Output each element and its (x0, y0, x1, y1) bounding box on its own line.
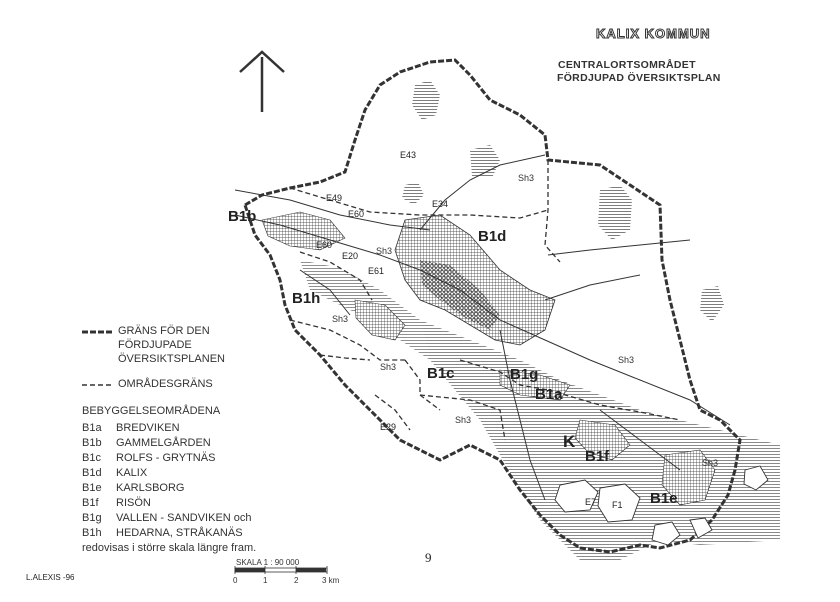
map-label-e34: E34 (432, 199, 449, 209)
map-label-b1a: B1a (535, 386, 563, 403)
map-label-sh3: Sh3 (702, 458, 719, 468)
lake-north (412, 80, 440, 120)
map-label-e20: E20 (342, 251, 359, 261)
lake-west (402, 182, 424, 205)
legend-area-name: VALLEN - SANDVIKEN och (116, 512, 252, 524)
legend-area-code: B1f (82, 497, 99, 509)
scale-bar (235, 566, 327, 574)
legend-area-code: B1b (82, 437, 102, 449)
map-label-sh3: Sh3 (376, 246, 393, 256)
map-label-b1h: B1h (292, 290, 321, 307)
legend-plan-boundary-line3: ÖVERSIKTSPLANEN (118, 353, 225, 365)
legend-plan-boundary-line2: FÖRDJUPADE (118, 339, 192, 351)
scale-tick: 0 (233, 576, 238, 585)
map-label-b1e: B1e (650, 490, 678, 507)
map-title: KALIX KOMMUN (596, 26, 711, 41)
scale-tick: 1 (263, 576, 268, 585)
legend-area-code: B1c (82, 452, 101, 464)
legend-footnote: redovisas i större skala längre fram. (82, 542, 257, 554)
town-gammelgarden (262, 212, 345, 250)
map-label-k: K (563, 432, 576, 451)
legend-area-name: KARLSBORG (116, 482, 185, 494)
legend-area-name: HEDARNA, STRÅKANÄS (116, 527, 243, 539)
map-label-sh3: Sh3 (455, 415, 472, 425)
map-label-f1: F1 (612, 500, 623, 510)
legend-area-name: ROLFS - GRYTNÄS (116, 452, 216, 464)
map-label-sh3: Sh3 (380, 362, 397, 372)
author-credit: L.ALEXIS -96 (26, 573, 75, 582)
lake-far-east (700, 286, 724, 322)
legend-area-boundary: OMRÅDESGRÄNS (118, 378, 213, 390)
map-label-sh3: Sh3 (332, 314, 349, 324)
map-label-sh3: Sh3 (518, 173, 535, 183)
map-label-b1d: B1d (478, 228, 507, 245)
map-label-e61: E61 (368, 266, 385, 276)
map-label-e29: E29 (380, 422, 397, 432)
scale-label: SKALA 1 : 90 000 (236, 558, 300, 567)
legend-area-name: BREDVIKEN (116, 422, 180, 434)
map-label-e60b: E60 (316, 240, 333, 250)
north-arrow-icon (240, 52, 284, 112)
scale-tick: 3 km (322, 576, 340, 585)
legend-areas-heading: BEBYGGELSEOMRÅDENA (82, 405, 221, 417)
lake-east (598, 185, 632, 240)
legend-area-name: RISÖN (116, 497, 151, 509)
legend-area-code: B1a (82, 422, 102, 434)
map-label-e43: E43 (400, 150, 417, 160)
map-label-e7: E7 (585, 497, 597, 507)
map-label-b1f: B1f (585, 448, 610, 465)
map-label-e60a: E60 (348, 209, 365, 219)
map-label-b1b: B1b (228, 208, 257, 225)
legend-plan-boundary-line1: GRÄNS FÖR DEN (118, 325, 210, 337)
map-label-e49: E49 (326, 193, 343, 203)
map-label-b1c: B1c (427, 365, 455, 382)
map-subtitle-2: FÖRDJUPAD ÖVERSIKTSPLAN (557, 72, 721, 84)
legend-area-name: KALIX (116, 467, 148, 479)
map-label-sh3: Sh3 (618, 355, 635, 365)
scale-tick: 2 (294, 576, 299, 585)
legend-area-code: B1e (82, 482, 102, 494)
legend-area-name: GAMMELGÅRDEN (116, 437, 211, 449)
legend-area-code: B1h (82, 527, 102, 539)
map-label-b1g: B1g (510, 366, 539, 383)
map-subtitle-1: CENTRALORTSOMRÅDET (558, 59, 696, 71)
page-number: 9 (425, 550, 432, 565)
legend-area-code: B1g (82, 512, 102, 524)
legend-area-code: B1d (82, 467, 102, 479)
